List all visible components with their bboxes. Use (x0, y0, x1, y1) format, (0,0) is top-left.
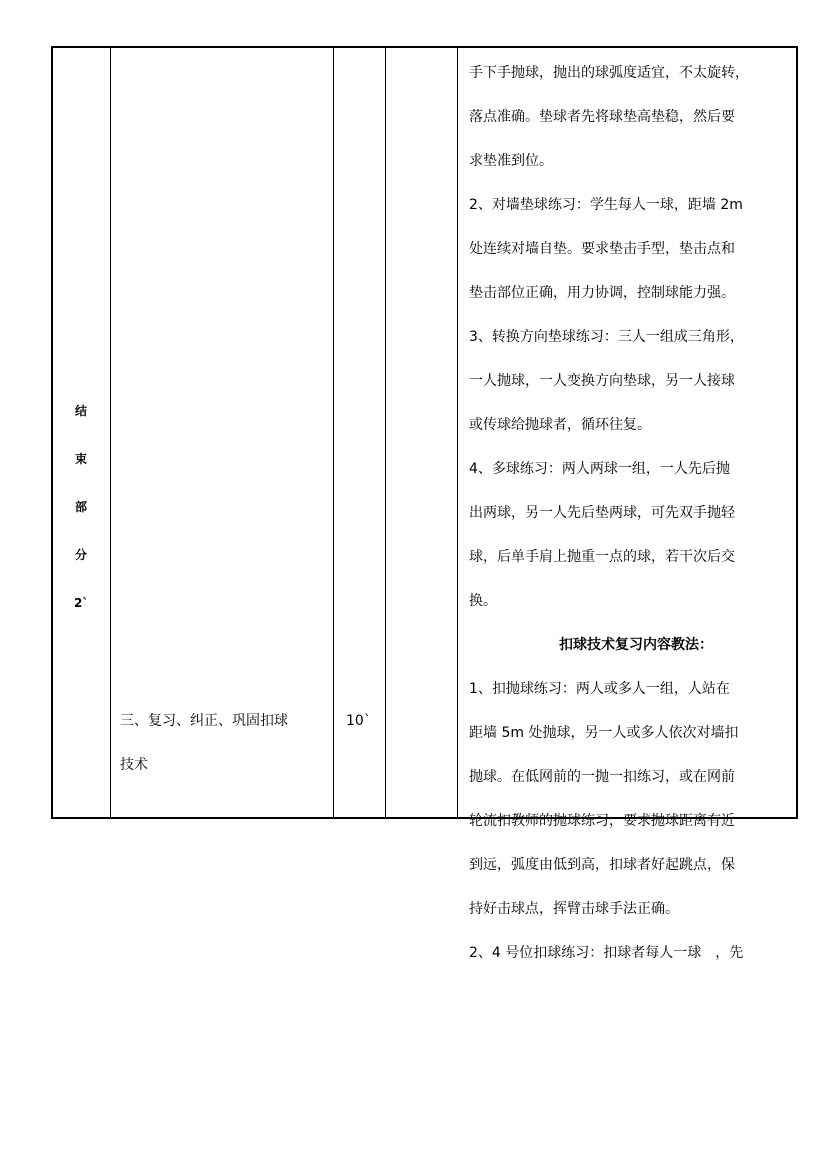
content-line: 换。 (469, 593, 497, 609)
time-allocation: 10` (346, 713, 371, 729)
table-right-border (796, 46, 798, 819)
content-line: 持好击球点，挥臂击球手法正确。 (469, 901, 679, 917)
column-divider-2 (333, 46, 334, 819)
content-line: 1、扣抛球练习：两人或多人一组，人站在 (469, 681, 730, 697)
content-line: 到远，弧度由低到高，扣球者好起跳点，保 (469, 857, 735, 873)
content-line: 2、4 号位扣球练习：扣球者每人一球 ，先 (469, 945, 744, 961)
content-line: 出两球，另一人先后垫两球，可先双手抛轻 (469, 505, 735, 521)
section-char: 结 (74, 404, 87, 418)
content-line: 距墙 5m 处抛球，另一人或多人依次对墙扣 (469, 725, 739, 741)
section-char: 束 (74, 452, 87, 466)
content-line: 落点准确。垫球者先将球垫高垫稳，然后要 (469, 109, 735, 125)
content-line: 处连续对墙自垫。要求垫击手型，垫击点和 (469, 241, 735, 257)
column-divider-1 (110, 46, 111, 819)
table-left-border (51, 46, 53, 819)
teaching-item-line: 三、复习、纠正、巩固扣球 (120, 713, 288, 729)
section-char: 部 (74, 500, 87, 514)
content-line: 2、对墙垫球练习：学生每人一球，距墙 2m (469, 197, 743, 213)
column-divider-3 (385, 46, 386, 819)
section-char: 2` (74, 596, 89, 610)
column-divider-4 (457, 46, 458, 819)
teaching-item (120, 714, 330, 802)
table-top-border (51, 46, 798, 48)
content-line: 3、转换方向垫球练习：三人一组成三角形， (469, 329, 744, 345)
content-line: 球，后单手肩上抛重一点的球，若干次后交 (469, 549, 735, 565)
content-line: 4、多球练习：两人两球一组，一人先后抛 (469, 461, 730, 477)
content-line: 抛球。在低网前的一抛一扣练习，或在网前 (469, 769, 735, 785)
content-line: 垫击部位正确，用力协调，控制球能力强。 (469, 285, 735, 301)
teaching-item-line: 技术 (120, 757, 148, 773)
content-line: 轮流扣教师的抛球练习，要求抛球距离有近 (469, 813, 735, 829)
section-label (74, 404, 88, 644)
teaching-content (469, 64, 789, 988)
content-line: 求垫准到位。 (469, 153, 553, 169)
content-heading: 扣球技术复习内容教法： (559, 637, 713, 653)
content-line: 或传球给抛球者，循环往复。 (469, 417, 651, 433)
content-line: 手下手抛球，抛出的球弧度适宜，不太旋转， (469, 65, 749, 81)
content-line: 一人抛球，一人变换方向垫球，另一人接球 (469, 373, 735, 389)
section-char: 分 (74, 548, 87, 562)
